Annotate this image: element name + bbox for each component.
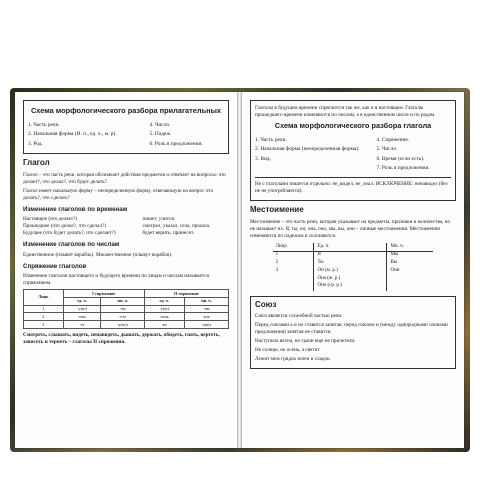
table-cell: -у(ю)	[63, 305, 101, 313]
table-cell	[387, 283, 433, 291]
list-item: 5. Падеж.	[149, 131, 172, 138]
table-cell: Они	[387, 267, 433, 275]
ne-with-verbs-rule: Не с глаголами пишется отдельно: не_видел, не_знал. ИСКЛЮЧЕНИЕ: ненавидел (без не не употребляется).	[255, 181, 448, 195]
tense-label: Настоящее (что делает?)	[23, 216, 78, 223]
table-row	[273, 251, 434, 259]
verb-scheme-box	[250, 100, 456, 201]
union-heading: Союз	[255, 299, 277, 309]
adjective-scheme-list-left	[28, 120, 146, 150]
tense-example: смотрел, указал, села, прошла.	[142, 223, 211, 230]
table-cell: 3	[24, 321, 64, 329]
verb-scheme-title: Схема морфологического разбора глагола	[274, 121, 432, 131]
list-item: 6. Роль в предложении.	[149, 140, 203, 147]
table-cell: 2	[275, 260, 279, 266]
pronoun-definition: Местоимение – это часть речи, которая указывает на предметы, признаки и количества, но не называет их. Я, ты, он, она, оно, мы, вы, они – личные местоимения. Местоимения изменяются по падежам и склоняются.	[250, 219, 451, 240]
table-cell: Он (м. р.)	[314, 267, 387, 275]
future-tense-note: Глаголы в будущем времени спрягаются так же, как и в настоящем. Глаголы прошедшего времени изменяются по числам, а в единственном числе и по родам.	[255, 105, 436, 119]
table-cell: 3	[275, 267, 279, 273]
list-item: 5. Число.	[376, 146, 398, 153]
adjective-scheme-box	[23, 100, 229, 154]
table-cell: -ете	[101, 313, 144, 321]
table-cell: Оно (ср. р.)	[314, 283, 387, 291]
verb-definition: Глагол – это часть речи, которая обозначает действия предметов и отвечает на вопросы: что делает?, что делал?, что будет делать?	[23, 171, 226, 185]
table-subheader: ед. ч.	[63, 297, 101, 305]
table-row	[273, 267, 434, 275]
conjugation-heading: Спряжение глаголов	[23, 262, 87, 270]
list-item: 6. Время (если есть).	[376, 155, 425, 162]
table-cell: Она (ж. р.)	[314, 275, 387, 283]
union-example: Наступила весна, но грачи еще не прилетели.	[255, 338, 356, 345]
right-page	[242, 92, 464, 448]
tense-example: пишет, учится.	[142, 216, 176, 223]
table-subheader: мн. ч.	[101, 297, 144, 305]
table-cell	[387, 275, 433, 283]
list-item: 1. Часть речи.	[255, 137, 287, 144]
conjugation-exceptions: Смотреть, слышать, видеть, ненавидеть, дышать, держать, обидеть, гнать, вертеть, зависеть и терпеть – глаголы II спряжения.	[23, 332, 220, 346]
number-heading: Изменение глаголов по числам	[23, 241, 120, 249]
table-cell: Мы	[387, 251, 433, 259]
verb-initial-form: Глагол имеет начальную форму – неопределенную форму, отвечающую на вопрос что делать?, что сделать?	[23, 187, 214, 201]
adjective-scheme-list-right	[150, 120, 224, 150]
table-subheader: мн. ч.	[184, 297, 228, 305]
table-header: Ед. ч.	[314, 243, 387, 251]
tense-row	[23, 230, 229, 237]
left-page	[15, 92, 237, 448]
verb-scheme-list-left	[255, 135, 373, 174]
table-cell: -ите	[184, 313, 228, 321]
union-example: Лежит меж грядок зелен и сладок.	[255, 356, 331, 363]
table-header: I спряжение	[63, 289, 144, 297]
table-cell: -им	[184, 305, 228, 313]
table-row	[24, 321, 229, 329]
pronoun-heading: Местоимение	[250, 205, 304, 215]
tense-label: Прошедшее (что делал?, что сделал?)	[23, 223, 106, 230]
list-item: 7. Роль в предложении.	[376, 164, 430, 171]
table-cell: -а(я)т	[184, 321, 228, 329]
union-example: Не солнце, не осень, а светит.	[255, 347, 321, 354]
table-cell: 1	[275, 252, 279, 258]
table-cell: -ешь	[63, 313, 101, 321]
table-header: Мн. ч.	[387, 243, 433, 251]
table-cell: 1	[24, 305, 64, 313]
table-cell: -ит	[144, 321, 184, 329]
verb-scheme-list-right	[377, 135, 451, 174]
tense-heading: Изменение глаголов по временам	[23, 205, 128, 213]
divider	[255, 177, 451, 178]
tense-label: Будущее (что будет делать?, что сделает?)	[23, 230, 116, 237]
table-cell	[273, 275, 314, 283]
list-item: 4. Число.	[149, 121, 171, 128]
conjugation-text: Изменение глаголов настоящего и будущего времени по лицам и числам называется спряжением.	[23, 272, 209, 286]
conjugation-table	[23, 289, 229, 329]
table-cell: Вы	[387, 260, 433, 268]
union-definition: Союз является служебной частью речи.	[255, 313, 343, 320]
verb-heading: Глагол	[23, 157, 50, 167]
list-item: 3. Род.	[28, 140, 43, 147]
list-item: 4. Спряжение.	[376, 137, 410, 144]
table-row	[273, 260, 434, 268]
list-item: 1. Часть речи.	[28, 121, 60, 128]
table-row	[273, 283, 434, 291]
table-cell: -ишь	[144, 313, 184, 321]
table-row	[24, 313, 229, 321]
table-row	[24, 305, 229, 313]
adjective-scheme-title: Схема морфологического разбора прилагательных	[30, 106, 222, 115]
table-subheader: ед. ч.	[144, 297, 184, 305]
union-box	[250, 296, 456, 370]
table-cell: -ет	[63, 321, 101, 329]
table-cell: Я	[314, 251, 387, 259]
table-header: Лицо	[273, 243, 314, 251]
table-header: II спряжение	[144, 289, 228, 297]
list-item: 3. Вид.	[255, 155, 271, 162]
table-cell: Ты	[314, 260, 387, 268]
table-cell: -у(ю)т	[101, 321, 144, 329]
table-header: Лицо	[24, 289, 64, 305]
table-row	[273, 275, 434, 283]
pronoun-table	[273, 243, 434, 291]
table-cell: -ем	[101, 305, 144, 313]
table-cell	[273, 283, 314, 291]
table-cell: -у(ю)	[144, 305, 184, 313]
list-item: 2. Начальная форма (неопределенная форма).	[255, 146, 360, 153]
union-rule: Перед союзами а и но ставится запятая, перед союзом и (между однородными членами предложения) запятая не ставится.	[255, 322, 448, 336]
number-text: Единственное (плывет корабль). Множественное (плывут корабли).	[23, 251, 173, 258]
tense-example: будет верить, принесет.	[142, 230, 195, 237]
table-cell: 2	[24, 313, 64, 321]
list-item: 2. Начальная форма (И. п., ед. ч., м. р).	[28, 131, 117, 138]
